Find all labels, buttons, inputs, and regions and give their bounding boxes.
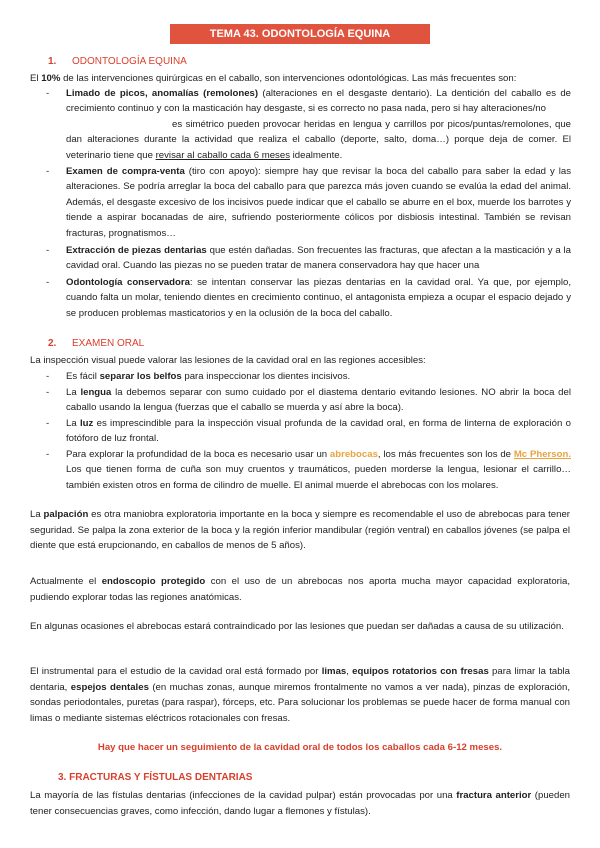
bullet-dash: - <box>46 387 50 398</box>
bullet-dash: - <box>46 371 50 382</box>
page-title: TEMA 43. ODONTOLOGÍA EQUINA <box>170 24 430 44</box>
section-1-heading <box>48 56 187 68</box>
bullet-dash: - <box>46 166 50 177</box>
section-2-title: EXAMEN ORAL <box>72 338 145 349</box>
contraindicacion-paragraph: En algunas ocasiones el abrebocas estará contraindicado por las lesiones que puedan ser dañadas a causa de su utilización. <box>30 621 564 632</box>
highlight-note: Hay que hacer un seguimiento de la cavidad oral de todos los caballos cada 6-12 meses. <box>97 742 503 753</box>
list-item-limado: Limado de picos, anomalías (remolones) (alteraciones en el desgaste dentario). La dentición del caballo es de crecimiento continuo y con la masticación hay desgaste, si es correcto no pasa nada, pero si hay alteraciones/no es simétrico pueden provocar heridas en lengua y carrillos por picos/puntas/remolones, que dan alteraciones durante la actividad que realiza el caballo (deporte, salto, doma…) porque deja de comer. El veterinario tiene que revisar al caballo cada 6 meses idealmente. <box>66 88 572 161</box>
abrebocas-link[interactable]: abrebocas <box>329 449 378 460</box>
section-3-heading: 3. FRACTURAS Y FÍSTULAS DENTARIAS <box>58 772 253 783</box>
list-item-lengua: La lengua la debemos separar con sumo cuidado por el diastema dentario evitando lesiones. NO abrir la boca del caballo usando la lengua (fuerzas que el caballo se muerda y así abre la boca). <box>66 387 571 414</box>
palpacion-paragraph: La palpación es otra maniobra exploratoria importante en la boca y siempre es recomendable el uso de abrebocas para tener seguridad. Se palpa la zona exterior de la boca y la región inferior mandibular (región ventral) en caballos jóvenes (se palpa el diente que está erupcionando, en caballos de menos de 5 años). <box>30 509 570 552</box>
section-1-intro: El 10% de las intervenciones quirúrgicas en el caballo, son intervenciones odontológicas. Las más frecuentes son: <box>30 73 517 84</box>
list-item-conservadora: Odontología conservadora: se intentan conservar las piezas dentarias en la cavidad oral. Ya que, por ejemplo, cuando falta un molar, teniendo dientes en crecimiento continuo, el antagonista empieza a ocupar el espacio dejado y se producen problemas masticatorios y en la oclusión de la boca del caballo. <box>66 277 572 319</box>
section-1-number: 1. <box>48 56 57 67</box>
list-item-compra-venta: Examen de compra-venta (tiro con apoyo): siempre hay que revisar la boca del caballo para saber la edad y las alteraciones. Se podría arreglar la boca del caballo para que parezca más joven cuando se evalúa la edad del animal. Además, el desgaste excesivo de los incisivos puede indicar que el caballo se aburre en el box, muerde los barrotes y tiende a aspirar bocanadas de aire, sufriendo posteriormente cólicos por disbiosis intestinal. También se revisan fracturas, prognatismos… <box>66 166 571 239</box>
bullet-dash: - <box>46 449 50 460</box>
list-item-belfos: Es fácil separar los belfos para inspeccionar los dientes incisivos. <box>66 371 351 382</box>
bullet-dash: - <box>46 277 50 288</box>
list-item-abrebocas: Para explorar la profundidad de la boca es necesario usar un abrebocas, los más frecuentes son los de Mc Pherson. Los que tienen forma de cuña son muy cruentos y traumáticos, pueden morderse la lengua, lesionar el carrillo… también existen otros en forma de cilindro de muelle. El animal muerde el abrebocas con los molares. <box>66 449 571 491</box>
bullet-dash: - <box>46 88 50 99</box>
section-1-title: ODONTOLOGÍA EQUINA <box>72 56 187 67</box>
underlined-phrase: revisar al caballo cada 6 meses <box>155 149 290 161</box>
instrumental-paragraph: El instrumental para el estudio de la cavidad oral está formado por limas, equipos rotatorios con fresas para limar la tabla dentaria, espejos dentales (en muchas zonas, aunque miremos frontalmente no vamos a ver nada), pinzas de exploración, sondas periodontales, puretas (para raspar), fórceps, etc. Para solucionar los problemas se puede hacer de forma manual con limas o mediante sistemas eléctricos rotacionales con fresas. <box>30 666 571 725</box>
bullet-dash: - <box>46 418 50 429</box>
section-2-intro: La inspección visual puede valorar las lesiones de la cavidad oral en las regiones accesibles: <box>30 355 426 366</box>
list-item-luz: La luz es imprescindible para la inspección visual profunda de la cavidad oral, en forma de linterna de exploración o fotóforo de luz frontal. <box>66 418 571 445</box>
section-2-number: 2. <box>48 338 57 349</box>
list-item-extraccion: Extracción de piezas dentarias que estén dañadas. Son frecuentes las fracturas, que afectan a la masticación y a la cavidad oral. Cuando las piezas no se pueden tratar de manera conservadora hay que hacer una <box>66 245 571 272</box>
section-3-paragraph: La mayoría de las fístulas dentarias (infecciones de la cavidad pulpar) están provocadas por una fractura anterior (pueden tener consecuencias graves, como infección, dando lugar a flemones y fístulas). <box>30 790 571 817</box>
bullet-dash: - <box>46 245 50 256</box>
mc-pherson-link[interactable]: Mc Pherson. <box>513 449 571 460</box>
section-2-heading <box>48 338 144 350</box>
endoscopio-paragraph: Actualmente el endoscopio protegido con el uso de un abrebocas nos aporta mucha mayor capacidad exploratoria, pudiendo explorar todas las regiones anatómicas. <box>30 576 570 603</box>
